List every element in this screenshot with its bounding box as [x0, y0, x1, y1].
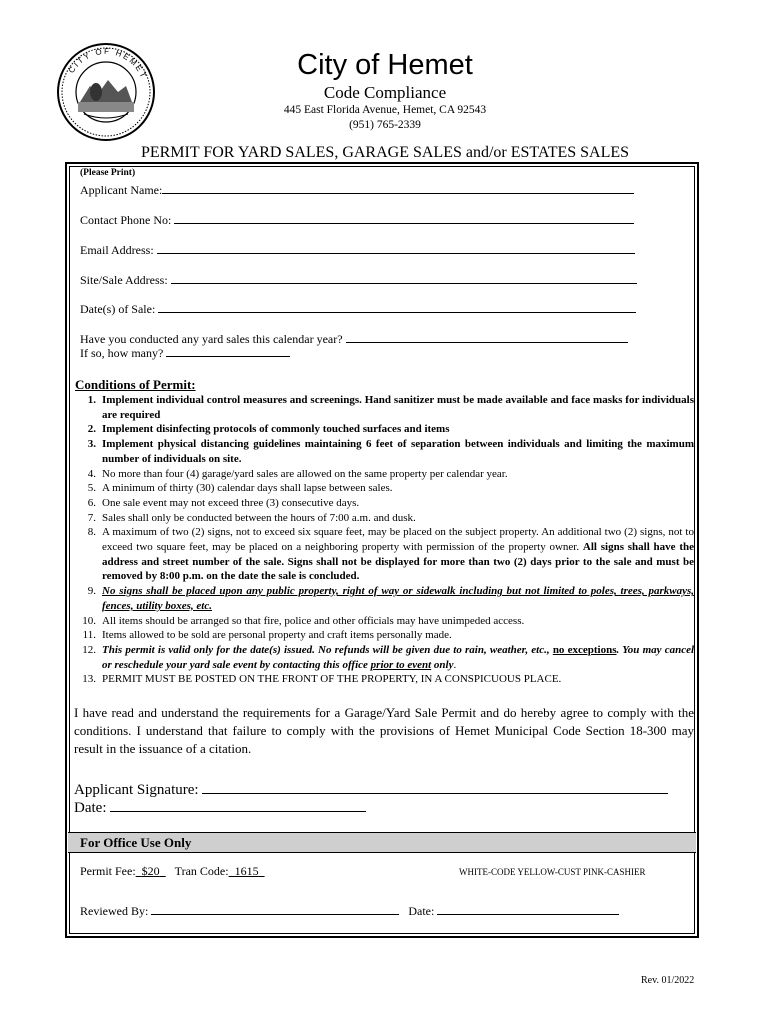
- tran-code-label: Tran Code:: [174, 864, 229, 878]
- seal-text: CITY OF HEMET: [66, 46, 149, 81]
- condition-item: 4. No more than four (4) garage/yard sales are allowed on the same property per calendar year.: [87, 467, 508, 480]
- review-row: [80, 903, 619, 919]
- condition-item: 8. A maximum of two (2) signs, not to exceed six square feet, may be placed on the subject property. An additional two (2) signs, not to exceed two square feet, may be placed on a neighboring property with permission of the property owner. All signs shall have the address and street number of the sale. Signs shall not be displayed for more than two (2) days prior to the sale and must be removed by 8:00 p.m. on the date the sale is concluded.: [87, 526, 694, 583]
- fee-row: [80, 864, 265, 879]
- condition-item: 11. Items allowed to be sold are personal property and craft items personally made.: [82, 629, 452, 642]
- signature-date-label: Date:: [74, 800, 107, 816]
- sale-dates-field[interactable]: [158, 301, 636, 313]
- site-address-field[interactable]: [171, 272, 637, 284]
- signature-row: [74, 780, 668, 799]
- email-field[interactable]: [157, 242, 635, 254]
- applicant-name-row: [80, 182, 634, 198]
- condition-item: 6. One sale event may not exceed three (3) consecutive days.: [87, 496, 360, 509]
- agreement-statement: I have read and understand the requirements for a Garage/Yard Sale Permit and do hereby agree to comply with the conditions. I understand that failure to comply with the provisions of Hemet Municipal Code Section 18-300 may result in the issuance of a citation.: [74, 705, 694, 756]
- review-date-field[interactable]: [437, 903, 619, 915]
- please-print-note: (Please Print): [80, 168, 136, 178]
- how-many-label: If so, how many?: [80, 346, 164, 360]
- department-name: Code Compliance: [323, 83, 447, 102]
- applicant-name-label: Applicant Name:: [80, 183, 163, 197]
- conditions-heading: Conditions of Permit:: [75, 377, 196, 392]
- office-use-bar: [68, 832, 696, 853]
- condition-item: 7. Sales shall only be conducted between the hours of 7:00 a.m. and dusk.: [87, 511, 416, 524]
- condition-item: 1. Implement individual control measures and screenings. Hand sanitizer must be made available and face masks for individuals are required: [87, 394, 694, 421]
- how-many-field[interactable]: [166, 345, 290, 357]
- reviewed-by-label: Reviewed By:: [80, 904, 149, 918]
- sale-dates-row: [80, 301, 636, 317]
- applicant-name-field[interactable]: [162, 182, 634, 194]
- condition-item: 12. This permit is valid only for the date(s) issued. No refunds will be given due to rain, weather, etc., no exceptions. You may cancel or reschedule your yard sale event by contacting this office prior to event only.: [82, 643, 695, 671]
- how-many-row: [80, 345, 290, 361]
- city-address: 445 East Florida Avenue, Hemet, CA 92543: [283, 104, 487, 116]
- copy-distribution: WHITE-CODE YELLOW-CUST PINK-CASHIER: [459, 867, 646, 877]
- condition-item: 9. No signs shall be placed upon any public property, right of way or sidewalk including but not limited to poles, trees, parkways, fences, utility boxes, etc.: [87, 585, 694, 612]
- sale-dates-label: Date(s) of Sale:: [80, 302, 156, 316]
- condition-item: 5. A minimum of thirty (30) calendar days shall lapse between sales.: [87, 482, 393, 495]
- office-use-label: For Office Use Only: [80, 835, 192, 850]
- permit-title: PERMIT FOR YARD SALES, GARAGE SALES and/or ESTATES SALES: [140, 144, 630, 161]
- signature-date-field[interactable]: [110, 798, 366, 812]
- conditions-list: [74, 393, 694, 687]
- permit-fee-value: $20: [141, 864, 160, 878]
- condition-item: 10. All items should be arranged so that fire, police and other officials may have unimpeded access.: [82, 614, 525, 627]
- email-label: Email Address:: [80, 243, 154, 257]
- site-address-label: Site/Sale Address:: [80, 273, 168, 287]
- conducted-sales-field[interactable]: [346, 331, 628, 343]
- reviewed-by-field[interactable]: [151, 903, 399, 915]
- condition-item: 2. Implement disinfecting protocols of commonly touched surfaces and items: [87, 423, 450, 436]
- contact-phone-row: [80, 212, 634, 228]
- city-phone: (951) 765-2339: [349, 119, 421, 131]
- revision-note: Rev. 01/2022: [641, 975, 695, 986]
- signature-date-row: [74, 798, 366, 817]
- review-date-label: Date:: [408, 904, 435, 918]
- signature-field[interactable]: [202, 780, 668, 794]
- contact-phone-field[interactable]: [174, 212, 634, 224]
- email-row: [80, 242, 635, 258]
- permit-fee-label: Permit Fee:: [80, 864, 136, 878]
- site-address-row: [80, 272, 637, 288]
- conducted-sales-label: Have you conducted any yard sales this calendar year?: [80, 332, 343, 346]
- condition-item: 13. PERMIT MUST BE POSTED ON THE FRONT OF THE PROPERTY, IN A CONSPICUOUS PLACE.: [82, 673, 562, 686]
- contact-phone-label: Contact Phone No:: [80, 213, 172, 227]
- signature-label: Applicant Signature:: [74, 782, 199, 798]
- condition-item: 3. Implement physical distancing guidelines maintaining 6 feet of separation between individuals and limiting the maximum number of individuals on site.: [87, 438, 694, 465]
- city-title: City of Hemet: [297, 49, 473, 81]
- tran-code-value: 1615: [234, 864, 259, 878]
